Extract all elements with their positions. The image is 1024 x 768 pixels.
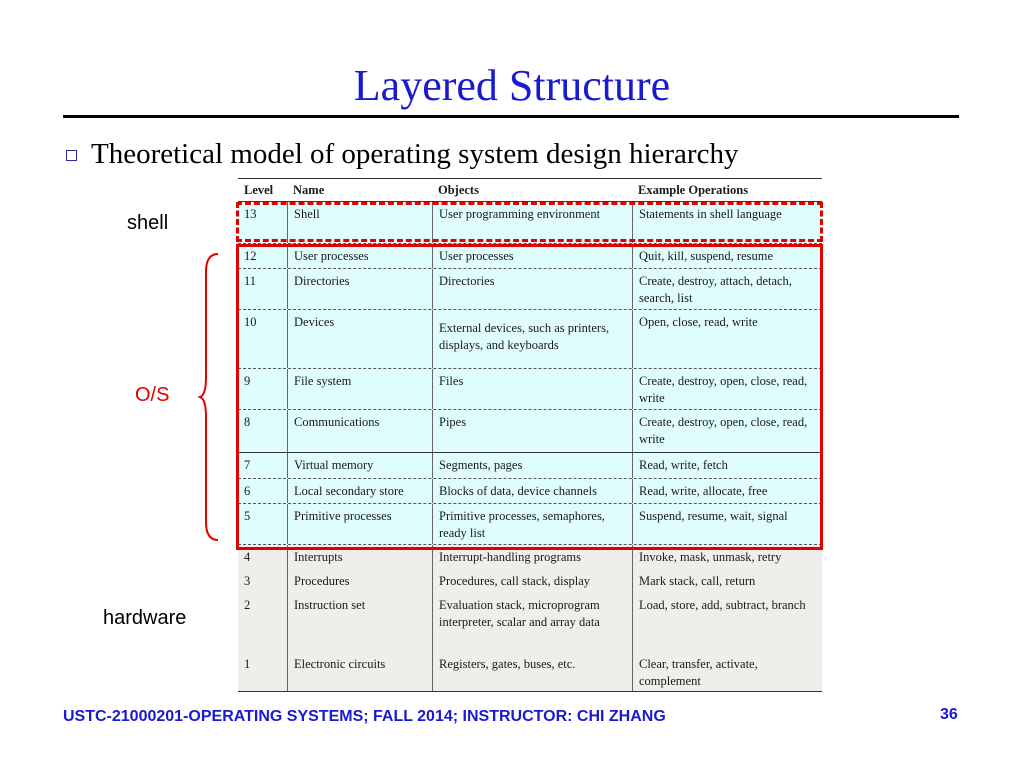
cell-objects: Primitive processes, semaphores, ready list	[432, 504, 632, 544]
cell-objects: Evaluation stack, microprogram interpreter, scalar and array data	[432, 593, 632, 652]
cell-level: 2	[244, 598, 251, 612]
cell-name: Directories	[287, 269, 432, 309]
cell-level: 9	[244, 374, 251, 388]
cell-operations: Statements in shell language	[632, 202, 822, 243]
cell-name: Electronic circuits	[287, 652, 432, 691]
cell-level: 10	[244, 315, 257, 329]
cell-objects: Interrupt-handling programs	[432, 545, 632, 569]
cell-objects: Segments, pages	[432, 453, 632, 478]
bullet-item	[66, 136, 738, 172]
cell-objects: Blocks of data, device channels	[432, 479, 632, 503]
table-row	[238, 369, 822, 410]
cell-operations: Create, destroy, open, close, read, write	[632, 410, 822, 452]
cell-level: 1	[244, 657, 251, 671]
cell-objects: Files	[432, 369, 632, 409]
cell-level: 12	[244, 249, 257, 263]
cell-operations: Create, destroy, open, close, read, write	[632, 369, 822, 409]
header-level: Level	[244, 182, 274, 197]
cell-name: Virtual memory	[287, 453, 432, 478]
cell-objects: Directories	[432, 269, 632, 309]
table-row	[238, 652, 822, 692]
page-number: 36	[940, 706, 958, 723]
cell-name: Communications	[287, 410, 432, 452]
curly-brace-icon	[198, 252, 220, 542]
table-row	[238, 202, 822, 244]
cell-objects: Registers, gates, buses, etc.	[432, 652, 632, 691]
table-row	[238, 569, 822, 593]
title-rule	[63, 115, 959, 118]
cell-operations: Read, write, allocate, free	[632, 479, 822, 503]
table-row	[238, 410, 822, 453]
header-objects: Objects	[438, 182, 479, 197]
footer-text: USTC-21000201-OPERATING SYSTEMS; FALL 2014; INSTRUCTOR: CHI ZHANG	[63, 708, 666, 725]
cell-objects: Pipes	[432, 410, 632, 452]
cell-level: 5	[244, 509, 251, 523]
table-row	[238, 244, 822, 269]
table-row	[238, 269, 822, 310]
cell-operations: Suspend, resume, wait, signal	[632, 504, 822, 544]
table-row	[238, 310, 822, 369]
table-header	[238, 178, 822, 202]
shell-label: shell	[127, 212, 169, 234]
cell-level: 4	[244, 550, 251, 564]
cell-operations: Open, close, read, write	[632, 310, 822, 368]
cell-name: Primitive processes	[287, 504, 432, 544]
cell-name: File system	[287, 369, 432, 409]
cell-name: Procedures	[287, 569, 432, 593]
table-row	[238, 479, 822, 504]
cell-objects: User processes	[432, 244, 632, 268]
cell-operations: Clear, transfer, activate, complement	[632, 652, 822, 691]
header-name: Name	[293, 182, 325, 197]
os-label: O/S	[135, 384, 170, 406]
bullet-text: Theoretical model of operating system design hierarchy	[91, 137, 739, 170]
cell-level: 8	[244, 415, 251, 429]
cell-operations: Read, write, fetch	[632, 453, 822, 478]
cell-objects: Procedures, call stack, display	[432, 569, 632, 593]
cell-level: 11	[244, 274, 257, 288]
cell-name: Devices	[287, 310, 432, 368]
cell-operations: Mark stack, call, return	[632, 569, 822, 593]
cell-operations: Create, destroy, attach, detach, search, list	[632, 269, 822, 309]
cell-name: User processes	[287, 244, 432, 268]
square-bullet-icon	[66, 150, 77, 161]
cell-operations: Invoke, mask, unmask, retry	[632, 545, 822, 569]
cell-level: 7	[244, 458, 251, 472]
table-row	[238, 545, 822, 569]
cell-objects: User programming environment	[432, 202, 632, 243]
hierarchy-table	[238, 178, 822, 692]
cell-name: Shell	[287, 202, 432, 243]
table-row	[238, 453, 822, 479]
cell-objects: External devices, such as printers, displays, and keyboards	[432, 310, 632, 368]
table-row	[238, 504, 822, 545]
cell-level: 3	[244, 574, 251, 588]
cell-operations: Quit, kill, suspend, resume	[632, 244, 822, 268]
cell-name: Interrupts	[287, 545, 432, 569]
slide-title: Layered Structure	[353, 61, 671, 110]
table-row	[238, 593, 822, 652]
cell-name: Local secondary store	[287, 479, 432, 503]
hardware-label: hardware	[103, 607, 187, 629]
cell-name: Instruction set	[287, 593, 432, 652]
cell-level: 13	[244, 207, 257, 221]
cell-level: 6	[244, 484, 251, 498]
cell-operations: Load, store, add, subtract, branch	[632, 593, 822, 652]
header-operations: Example Operations	[638, 182, 749, 197]
